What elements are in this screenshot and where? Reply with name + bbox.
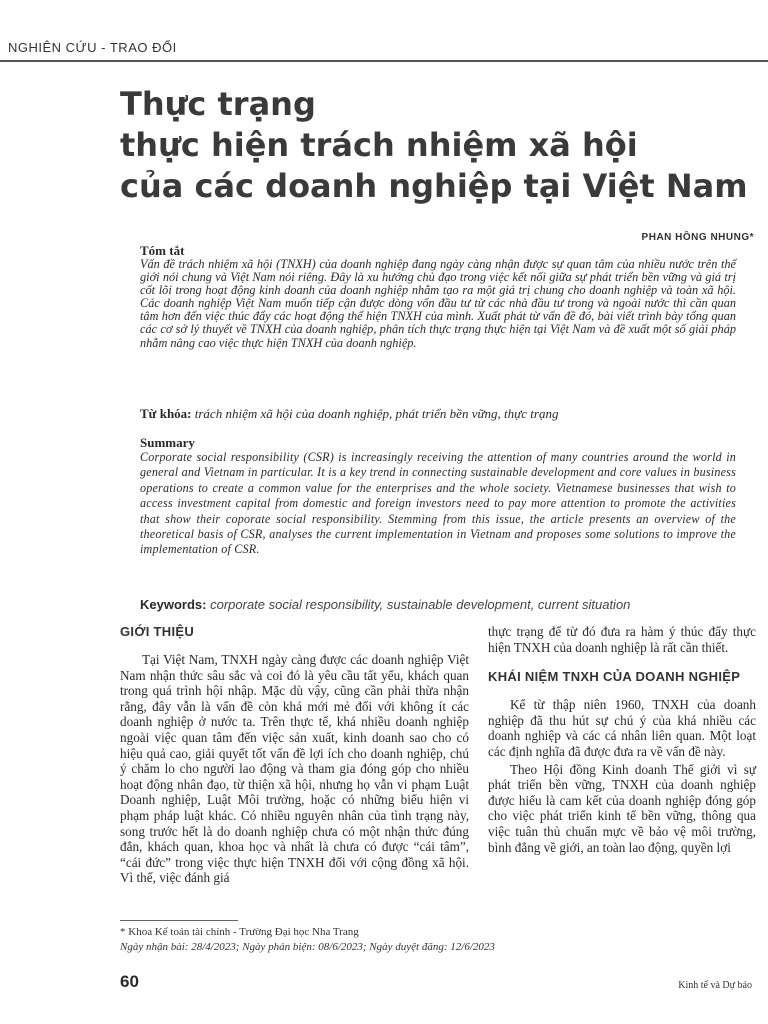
footnote-rule	[120, 920, 238, 921]
concept-paragraph-2: Theo Hội đồng Kinh doanh Thế giới vì sự phát triển bền vững, TNXH của doanh nghiệp được hiểu là cam kết của doanh nghiệp đóng góp cho việc phát triển kinh tế bền vững, thông qua việc tuân thủ chuẩn mực về bảo vệ môi trường, bình đẳng về giới, an toàn lao động, quyền lợi	[488, 761, 756, 855]
summary-text: Corporate social responsibility (CSR) is increasingly receiving the attention of many countries around the world in general and Vietnam in particular. It is a key trend in connecting sustainable development and core values in business operations to create a common value for the enterprises and the whole society. Vietnamese businesses that wish to access investment capital from domestic and foreign investors need to pay more attention to promote the activities that show their coporate social responsibility. Stemming from this issue, the article presents an overview of the theoretical basis of CSR, analyses the current implementation in Vietnam and proposes some solutions to improve the implementation of CSR.	[140, 450, 736, 557]
article-title	[120, 84, 760, 207]
summary-heading: Summary	[140, 435, 195, 450]
keywords-vi-text: trách nhiệm xã hội của doanh nghiệp, phát triển bền vững, thực trạng	[194, 406, 559, 421]
abstract-text: Vấn đề trách nhiệm xã hội (TNXH) của doanh nghiệp đang ngày càng nhận được sự quan tâm của nhiều nước trên thế giới nói chung và Việt Nam nói riêng. Đây là xu hướng chủ đạo trong việc kết nối giữa sự phát triển bền vững và giá trị cốt lõi trong hoạt động kinh doanh của doanh nghiệp nhằm tạo ra một giá trị chung cho doanh nghiệp và toàn xã hội. Các doanh nghiệp Việt Nam muốn tiếp cận được dòng vốn đầu tư từ các nhà đầu tư trong và ngoài nước thì cần quan tâm hơn đến việc thúc đẩy các hoạt động thể hiện TNXH của mình. Xuất phát từ vấn đề đó, bài viết trình bày tổng quan các cơ sở lý thuyết về TNXH của doanh nghiệp, phân tích thực trạng thực hiện tại Việt Nam và đề xuất một số giải pháp nhằm nâng cao việc thực hiện TNXH của doanh nghiệp.	[140, 257, 736, 350]
abstract-heading: Tóm tắt	[140, 243, 185, 258]
body-column-left	[120, 624, 469, 886]
keywords-en-text: corporate social responsibility, sustainable development, current situation	[210, 597, 631, 612]
footnote-dates: Ngày nhận bài: 28/4/2023; Ngày phản biện: 08/6/2023; Ngày duyệt đăng: 12/6/2023	[120, 941, 495, 953]
section-label: NGHIÊN CỨU - TRAO ĐỔI	[8, 40, 177, 55]
author-name: PHAN HỒNG NHUNG*	[641, 232, 754, 243]
keywords-vi-label: Từ khóa:	[140, 406, 192, 421]
title-line-2: thực hiện trách nhiệm xã hội	[120, 126, 638, 164]
keywords-en	[140, 597, 736, 612]
keywords-vi	[140, 406, 736, 422]
intro-heading: GIỚI THIỆU	[120, 624, 195, 639]
journal-name: Kinh tế và Dự báo	[678, 980, 752, 991]
footnote-affiliation: * Khoa Kế toán tài chính - Trường Đại học Nha Trang	[120, 926, 359, 938]
intro-continuation: thực trạng để từ đó đưa ra hàm ý thúc đẩy thực hiện TNXH của doanh nghiệp là rất cần thiết.	[488, 624, 756, 655]
title-line-3: của các doanh nghiệp tại Việt Nam	[120, 167, 748, 205]
keywords-en-label: Keywords:	[140, 597, 207, 612]
footnote	[120, 925, 495, 955]
body-column-right	[488, 624, 756, 855]
page-number: 60	[120, 972, 139, 991]
title-line-1: Thực trạng	[120, 85, 316, 123]
abstract-vi	[140, 244, 736, 350]
intro-paragraph: Tại Việt Nam, TNXH ngày càng được các doanh nghiệp Việt Nam nhận thức sâu sắc và coi đó là yêu cầu tất yếu, khách quan trong quá trình hội nhập. Mặc dù vậy, cũng cần phải thừa nhận rằng, đây vẫn là vấn đề còn khá mới mẻ đối với không ít các doanh nghiệp ở nước ta. Trên thực tế, khá nhiều doanh nghiệp ngoài việc quan tâm đến việc sản xuất, kinh doanh sao cho có hiệu quả cao, giải quyết tốt vấn đề lợi ích cho doanh nghiệp, chú ý chăm lo cho người lao động và tham gia đóng góp cho nhiều hoạt động nhân đạo, từ thiện xã hội, nhưng họ vẫn vi phạm Luật Doanh nghiệp, Luật Môi trường, hoặc có những biểu hiện vi phạm pháp luật khác. Có nhiều nguyên nhân của tình trạng này, song trước hết là do doanh nghiệp chưa có một nhận thức đúng đắn, khách quan, khoa học và nhất là chưa có được “cái tâm”, “cái đức” trong việc thực hiện TNXH đối với cộng đồng xã hội. Vì thế, việc đánh giá	[120, 652, 469, 886]
summary-en	[140, 436, 736, 558]
header-rule	[0, 60, 768, 62]
concept-heading: KHÁI NIỆM TNXH CỦA DOANH NGHIỆP	[488, 669, 741, 685]
concept-paragraph-1: Kể từ thập niên 1960, TNXH của doanh nghiệp đã thu hút sự chú ý của khá nhiều các doanh nghiệp và các cá nhân liên quan. Một loạt các định nghĩa đã được đưa ra về vấn đề này.	[488, 697, 756, 759]
